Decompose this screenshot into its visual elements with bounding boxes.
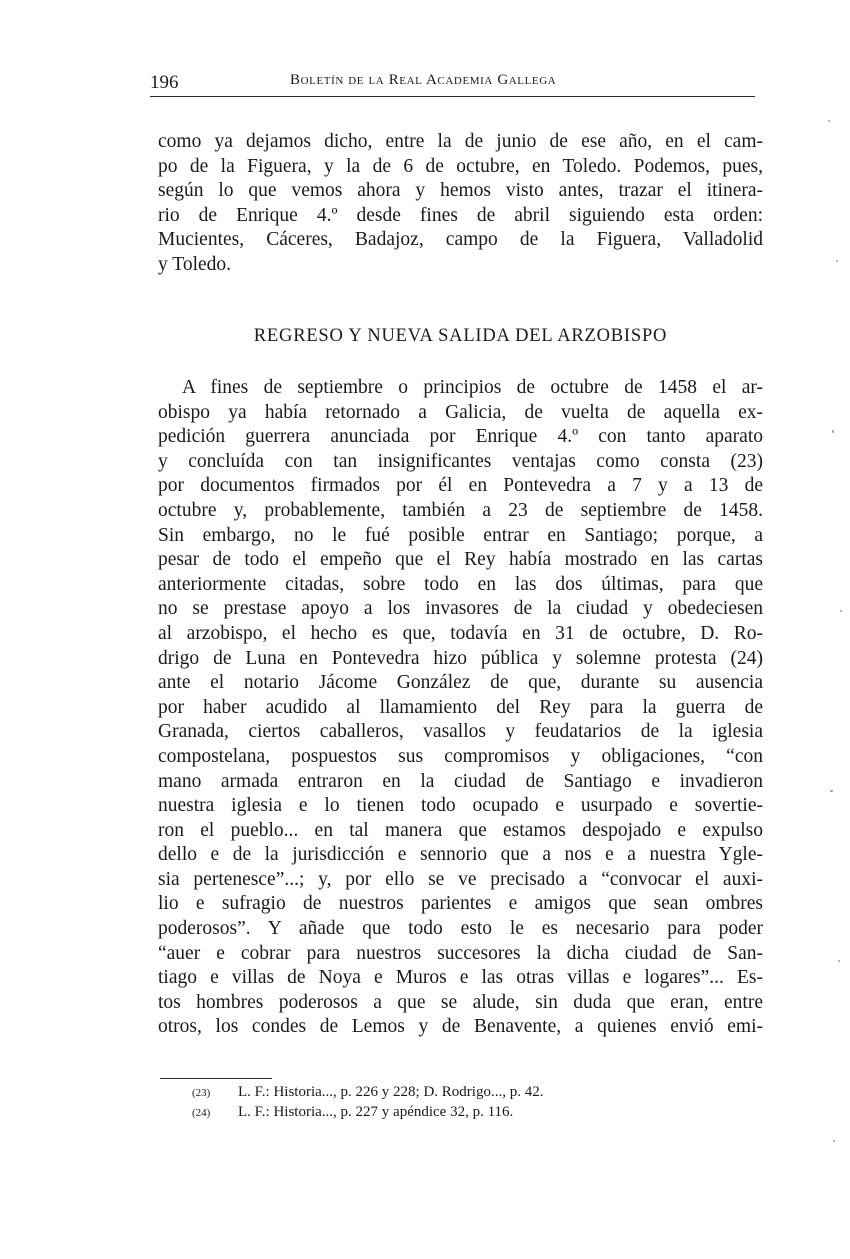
paragraph-continued (158, 130, 763, 278)
footnote-24 (192, 1103, 752, 1123)
text-line: anteriormente citadas, sobre todo en las dos últimas, para que (158, 573, 763, 595)
text-line: lio e sufragio de nuestros parientes e amigos que sean ombres (158, 893, 763, 915)
paragraph-main (158, 376, 763, 1040)
text-line: pesar de todo el empeño que el Rey había mostrado en las cartas (158, 549, 763, 571)
text-line: compostelana, pospuestos sus compromisos y obligaciones, “con (158, 745, 763, 767)
footnote-divider (160, 1078, 272, 1079)
text-line: rio de Enrique 4.º desde fines de abril siguiendo esta orden: (158, 204, 763, 226)
text-line: por documentos firmados por él en Pontevedra a 7 y a 13 de (158, 475, 763, 497)
footnote-text: L. F.: Historia..., p. 227 y apéndice 32, p. 116. (238, 1104, 514, 1120)
text-line: obispo ya había retornado a Galicia, de vuelta de aquella ex- (158, 401, 763, 423)
text-line: “auer e cobrar para nuestros succesores la dicha ciudad de San- (158, 942, 763, 964)
footnote-23 (192, 1083, 752, 1103)
footnotes (192, 1083, 752, 1123)
text-line: al arzobispo, el hecho es que, todavía en 31 de octubre, D. Ro- (158, 622, 763, 644)
text-line: drigo de Luna en Pontevedra hizo pública y solemne protesta (24) (158, 647, 763, 669)
journal-title: Boletín de la Real Academia Gallega (290, 72, 557, 88)
text-line: po de la Figuera, y la de 6 de octubre, en Toledo. Podemos, pues, (158, 155, 763, 177)
text-line: dello e de la jurisdicción e sennorio que a nos e a nuestra Ygle- (158, 844, 763, 866)
section-heading: REGRESO Y NUEVA SALIDA DEL ARZOBISPO (253, 326, 668, 346)
text-line: poderosos”. Y añade que todo esto le es necesario para poder (158, 918, 763, 940)
running-header (150, 70, 755, 97)
footnote-text: L. F.: Historia..., p. 226 y 228; D. Rodrigo..., p. 42. (238, 1084, 544, 1100)
text-line: Mucientes, Cáceres, Badajoz, campo de la Figuera, Valladolid (158, 229, 763, 251)
text-line: nuestra iglesia e lo tienen todo ocupado e usurpado e sovertie- (158, 795, 763, 817)
text-line: mano armada entraron en la ciudad de Santiago e invadieron (158, 770, 763, 792)
text-line: A fines de septiembre o principios de octubre de 1458 el ar- (182, 377, 763, 398)
text-line: ante el notario Jácome González de que, durante su ausencia (158, 672, 763, 694)
text-line: sia pertenesce”...; y, por ello se ve precisado a “convocar el auxi- (158, 868, 763, 890)
footnote-mark: (23) (192, 1087, 211, 1099)
text-line: por haber acudido al llamamiento del Rey para la guerra de (158, 696, 763, 718)
text-line: ron el pueblo... en tal manera que estamos despojado e expulso (158, 819, 763, 841)
text-line: no se prestase apoyo a los invasores de la ciudad y obedeciesen (158, 598, 763, 620)
scan-speck (838, 960, 840, 962)
scan-speck (828, 120, 830, 122)
scan-speck (832, 430, 834, 433)
text-line: tiago e villas de Noya e Muros e las otras villas e logares”... Es- (158, 967, 763, 989)
text-line: y concluída con tan insignificantes ventajas como consta (23) (158, 450, 763, 472)
text-line: octubre y, probablemente, también a 23 de septiembre de 1458. (158, 499, 763, 521)
text-line: como ya dejamos dicho, entre la de junio de ese año, en el cam- (158, 131, 763, 152)
scan-speck (836, 260, 838, 262)
page-number: 196 (150, 72, 179, 93)
text-line: tos hombres poderosos a que se alude, sin duda que eran, entre (158, 991, 763, 1013)
text-line: y Toledo. (158, 253, 232, 275)
text-line: Granada, ciertos caballeros, vasallos y feudatarios de la iglesia (158, 721, 763, 743)
text-line: otros, los condes de Lemos y de Benavente, a quienes envió emi- (158, 1016, 763, 1038)
footnote-mark: (24) (192, 1107, 211, 1119)
scan-speck (840, 610, 842, 612)
scan-speck (833, 1140, 835, 1142)
text-line: según lo que vemos ahora y hemos visto antes, trazar el itinera- (158, 180, 763, 202)
text-line: Sin embargo, no le fué posible entrar en Santiago; porque, a (158, 524, 763, 546)
scan-edge-noise (824, 0, 850, 1259)
scan-speck (830, 790, 833, 792)
text-line: pedición guerrera anunciada por Enrique 4.º con tanto aparato (158, 426, 763, 448)
